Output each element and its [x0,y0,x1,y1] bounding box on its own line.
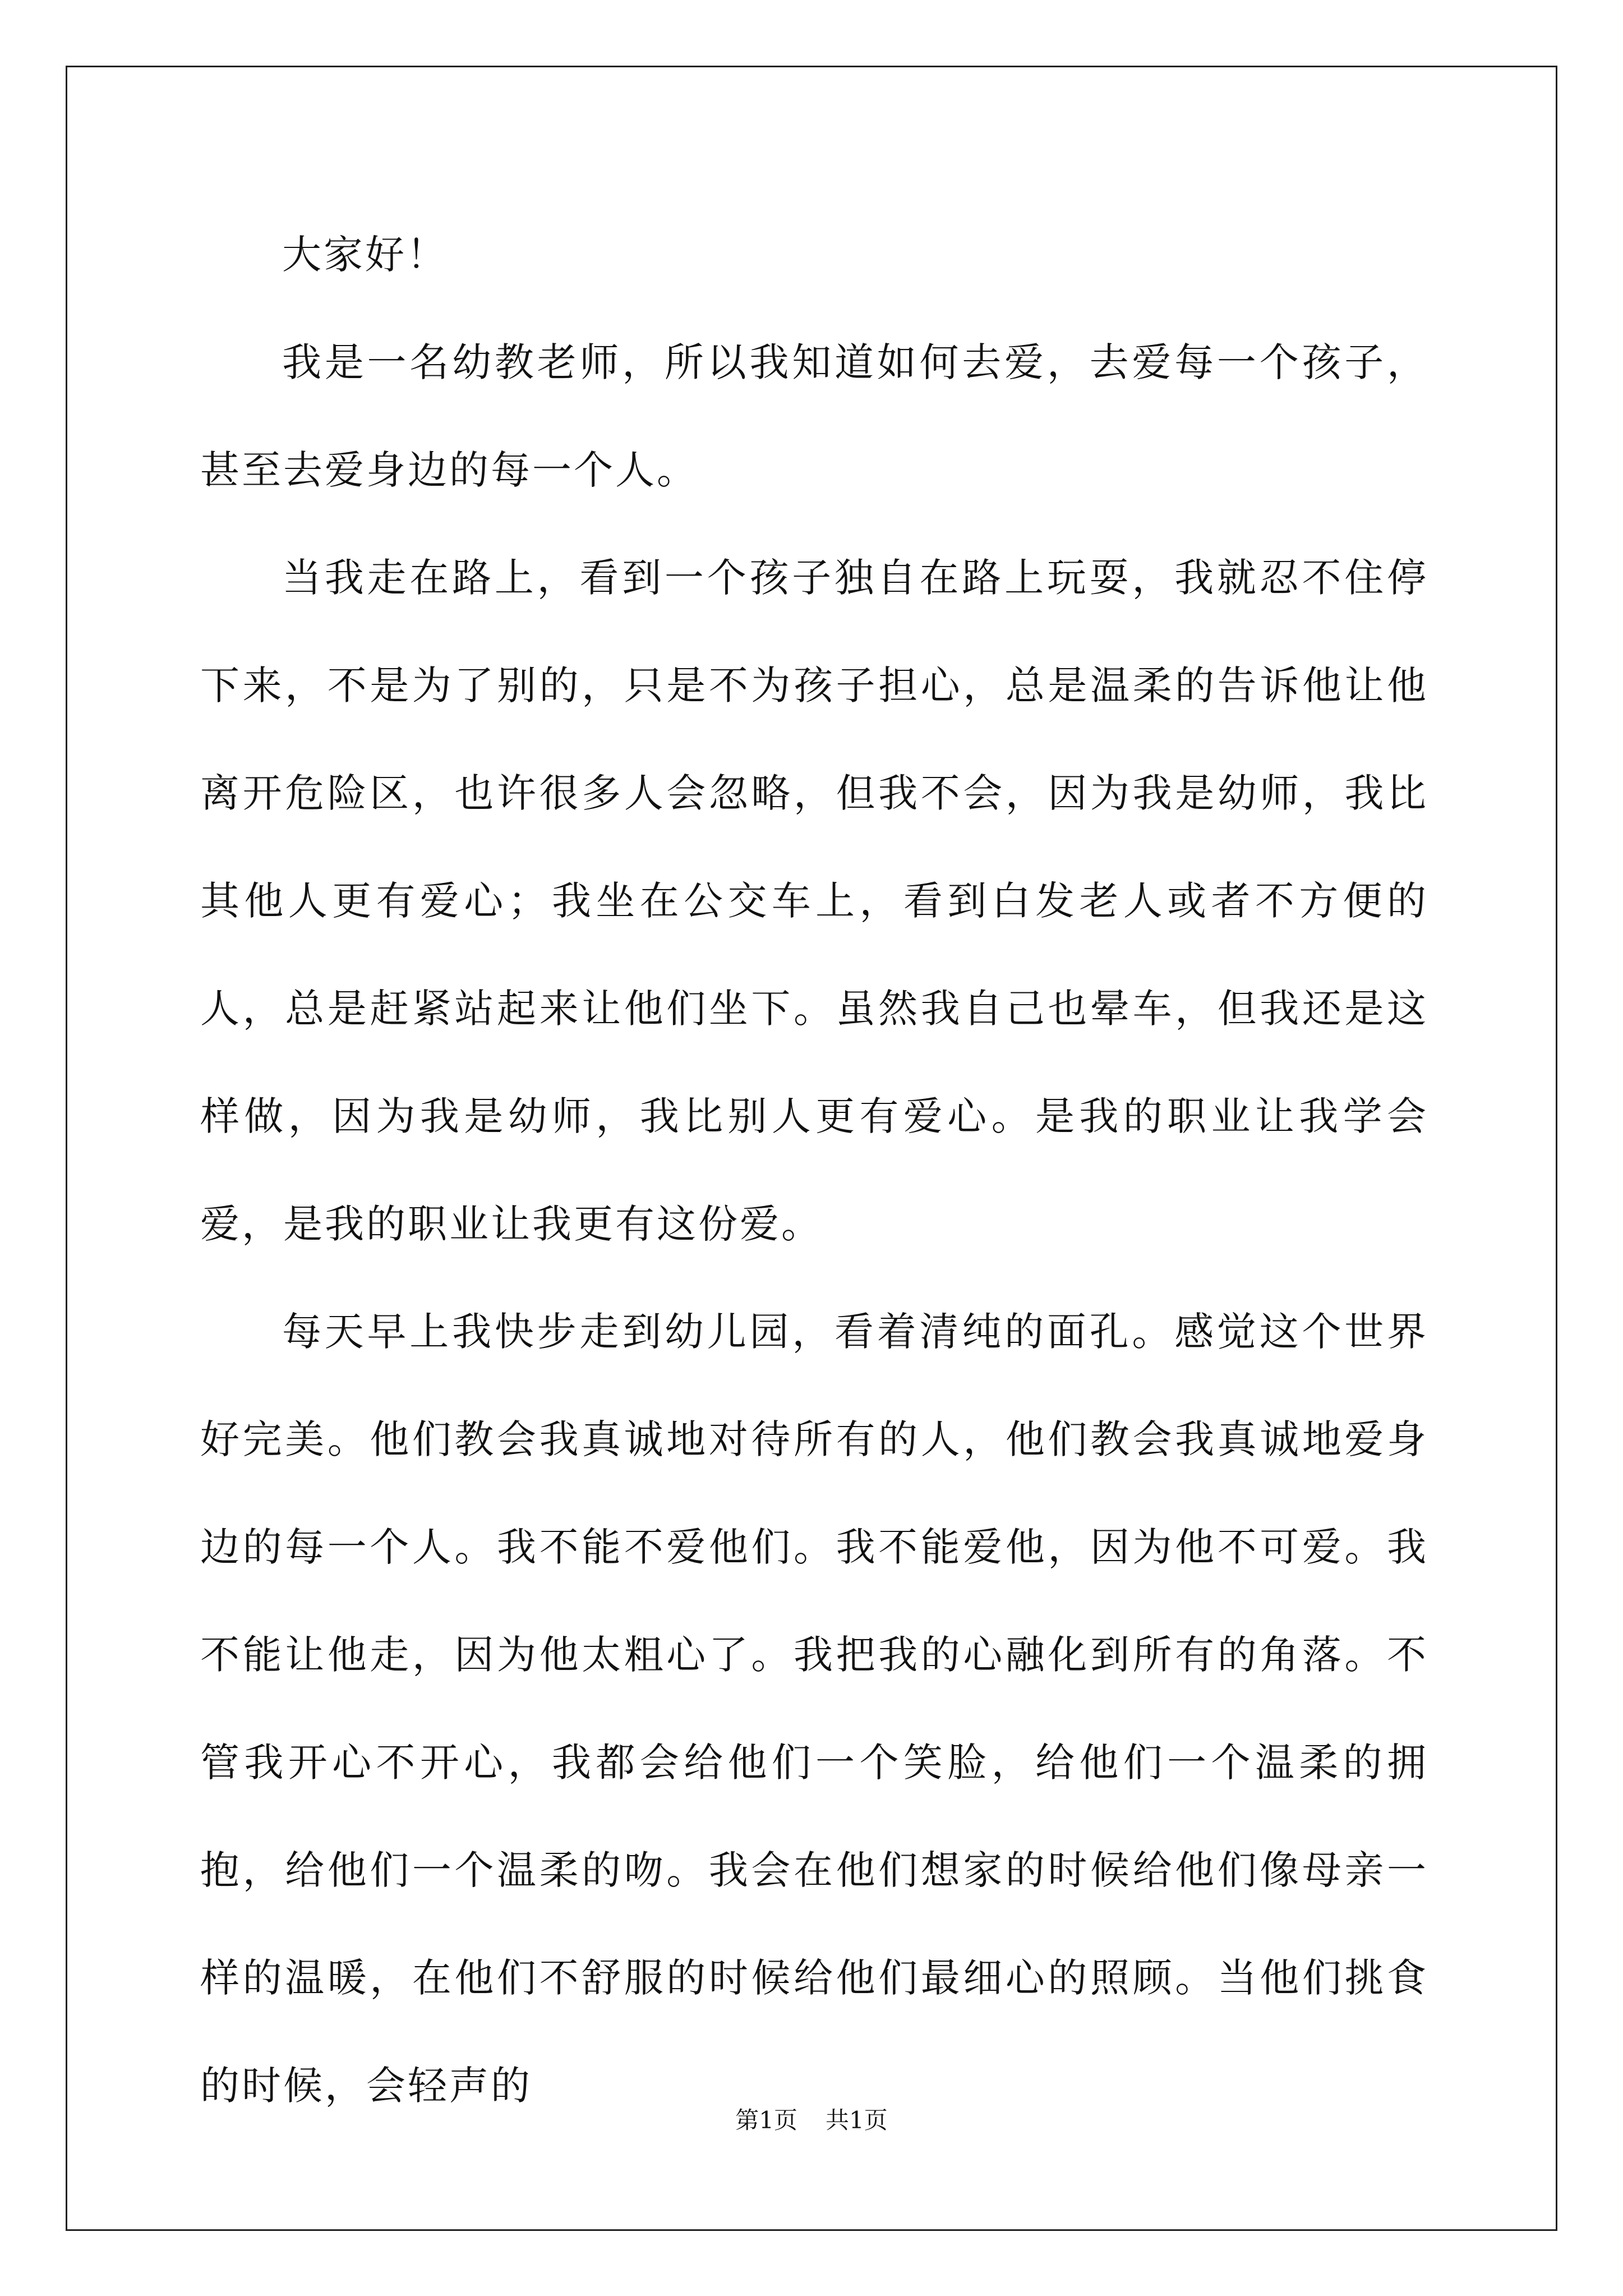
body-paragraph: 每天早上我快步走到幼儿园，看着清纯的面孔。感觉这个世界好完美。他们教会我真诚地对待所有的人，他们教会我真诚地爱身边的每一个人。我不能不爱他们。我不能爱他，因为他不可爱。我不能让他走，因为他太粗心了。我把我的心融化到所有的角落。不管我开心不开心，我都会给他们一个笑脸，给他们一个温柔的拥抱，给他们一个温柔的吻。我会在他们想家的时候给他们像母亲一样的温暖，在他们不舒服的时候给他们最细心的照顾。当他们挑食的时候，会轻声的 [200,1309,1428,2109]
total-pages: 共1页 [826,2106,888,2134]
body-paragraph: 我是一名幼教老师，所以我知道如何去爱，去爱每一个孩子，甚至去爱身边的每一个人。 [200,339,1428,493]
page-number: 第1页 [735,2106,797,2134]
document-body [200,201,1428,2139]
greeting-paragraph: 大家好！ [282,232,448,278]
body-paragraph: 当我走在路上，看到一个孩子独自在路上玩耍，我就忍不住停下来，不是为了别的，只是不为孩子担心，总是温柔的告诉他让他离开危险区，也许很多人会忽略，但我不会，因为我是幼师，我比其他人更有爱心；我坐在公交车上，看到白发老人或者不方便的人，总是赶紧站起来让他们坐下。虽然我自己也晕车，但我还是这样做，因为我是幼师，我比别人更有爱心。是我的职业让我学会爱，是我的职业让我更有这份爱。 [200,555,1428,1247]
page-footer [0,2104,1623,2137]
